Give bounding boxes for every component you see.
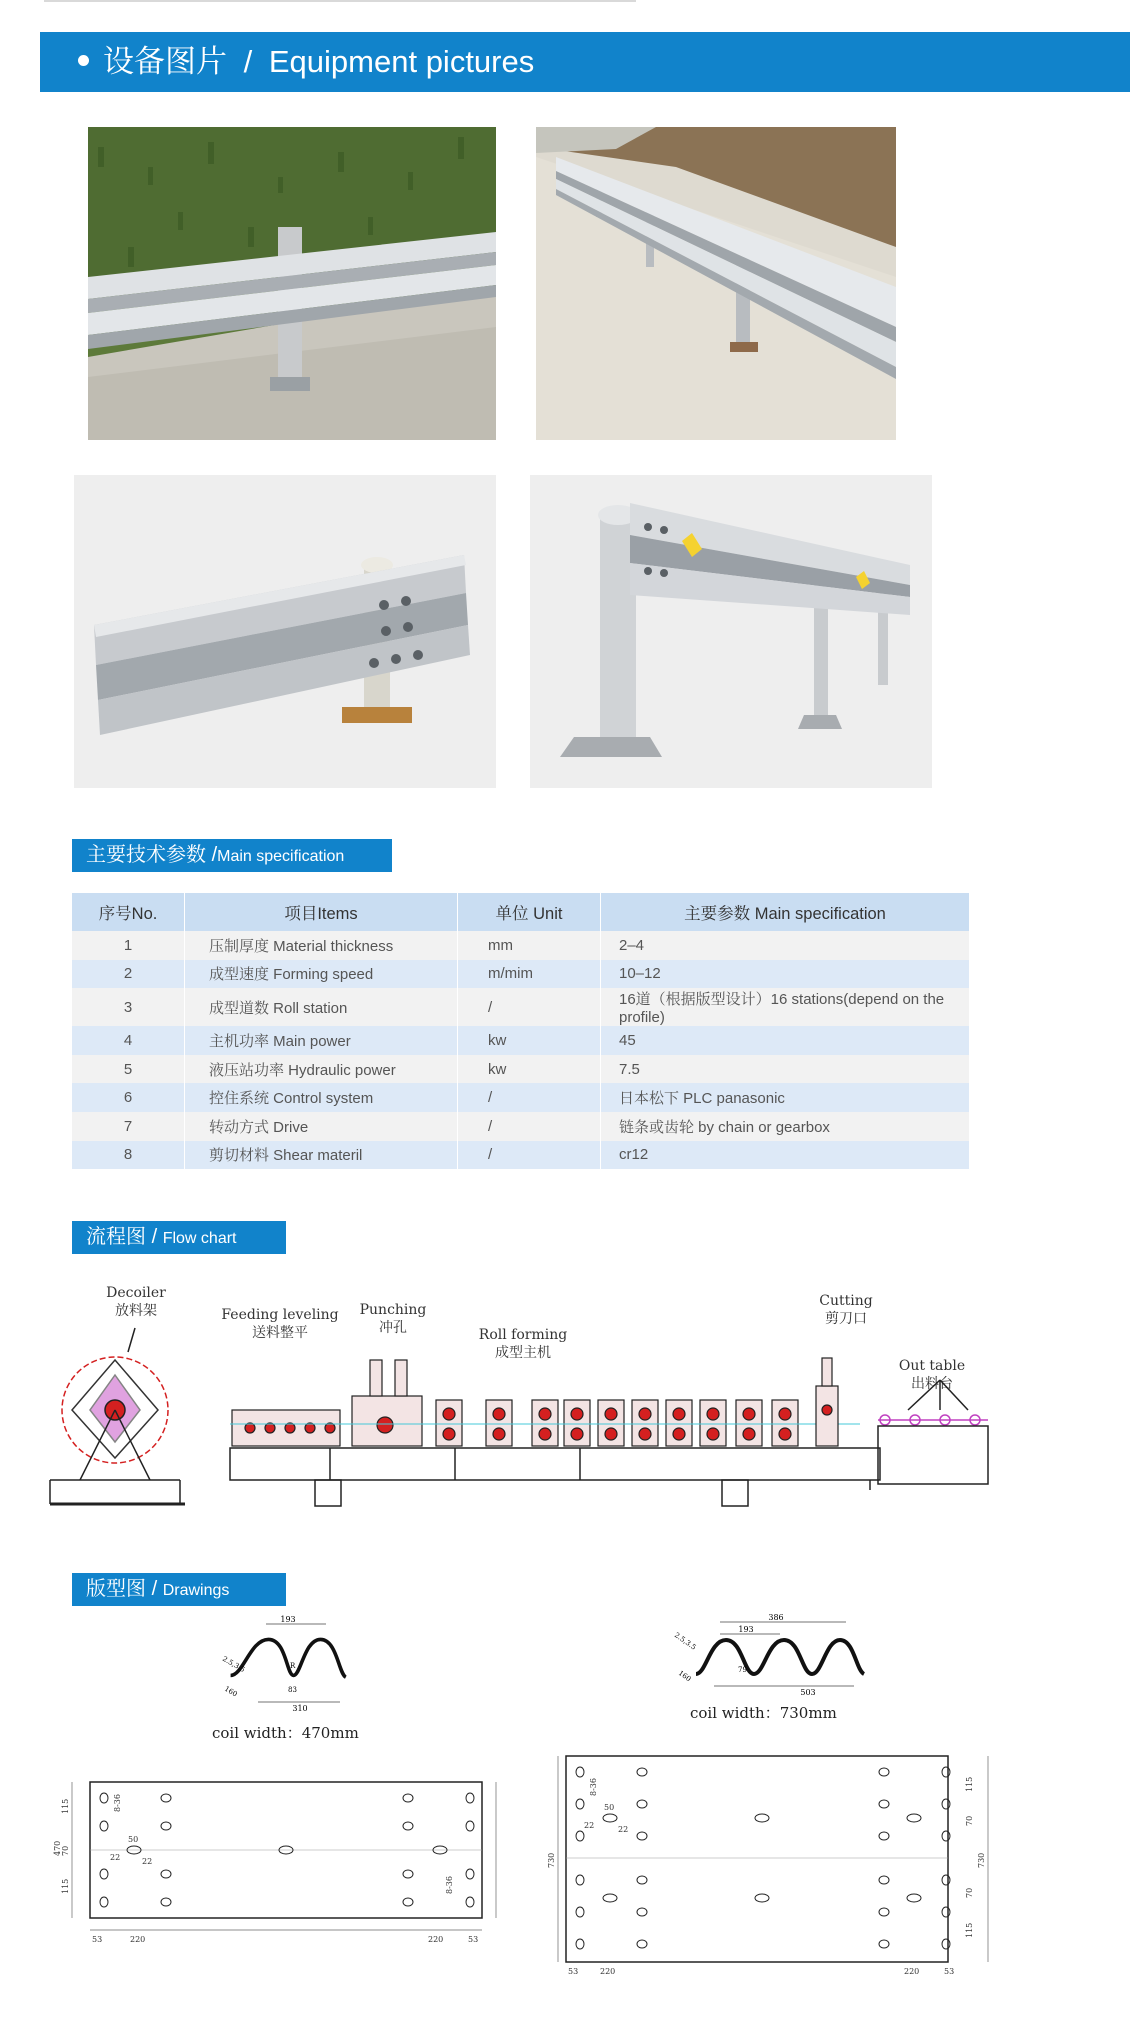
spec-cell-item: 成型速度 Forming speed [185, 960, 458, 989]
flow-title-en: Flow chart [162, 1230, 237, 1247]
rollforming-label-en: Roll forming [478, 1327, 568, 1343]
right-profile-drawing [670, 1612, 870, 1702]
right-plate-slot1: 50 [604, 1803, 615, 1812]
left-plate-w3: 220 [428, 1935, 444, 1944]
spec-header-unit: 单位 Unit [458, 893, 601, 931]
left-dim-side: 2.5,3.5 [221, 1654, 247, 1674]
guardrail-road-photo [536, 127, 896, 440]
right-dim-side: 2.5,3.5 [672, 1631, 698, 1652]
table-row [72, 1083, 970, 1112]
left-plate-slot1: 50 [128, 1835, 139, 1844]
right-plate-total-r: 730 [977, 1852, 986, 1868]
left-plate-total: 470 [53, 1840, 62, 1856]
spec-cell-no: 2 [72, 960, 185, 989]
equipment-section-banner [40, 32, 1130, 92]
top-divider [44, 0, 636, 2]
left-dim-top: 193 [280, 1615, 296, 1624]
spec-cell-unit: kw [458, 1055, 601, 1084]
left-dim-r: R [290, 1662, 296, 1670]
spec-cell-no: 8 [72, 1141, 185, 1170]
cutting-label-en: Cutting [819, 1293, 873, 1309]
spec-title-en: Main specification [217, 848, 345, 865]
punching-label-en: Punching [359, 1302, 427, 1318]
right-dim-total: 386 [768, 1613, 784, 1622]
drawings-title-sep: / [151, 1578, 158, 1600]
right-plate-h4: 115 [965, 1922, 974, 1938]
table-row [72, 960, 970, 989]
table-row [72, 988, 970, 1026]
right-dim-top: 193 [738, 1625, 754, 1634]
right-dim-left: 160 [676, 1669, 693, 1684]
spec-cell-value: 45 [601, 1026, 970, 1055]
left-plate-slot2: 22 [110, 1853, 121, 1862]
feeding-drawing [232, 1410, 340, 1446]
spec-cell-item: 转动方式 Drive [185, 1112, 458, 1141]
right-plate-h2: 70 [965, 1815, 974, 1826]
spec-cell-value: 2–4 [601, 931, 970, 960]
spec-cell-no: 4 [72, 1026, 185, 1055]
right-plate-w2: 220 [600, 1967, 616, 1976]
left-dim-h1: 83 [288, 1686, 297, 1694]
left-profile-drawing [218, 1616, 358, 1712]
rollforming-label-zh: 成型主机 [495, 1345, 551, 1361]
spec-cell-unit: / [458, 1083, 601, 1112]
spec-cell-item: 液压站功率 Hydraulic power [185, 1055, 458, 1084]
spec-cell-no: 6 [72, 1083, 185, 1112]
guardrail-post-render [530, 475, 932, 788]
guardrail-beam-render [74, 475, 496, 788]
left-plate-w2: 220 [130, 1935, 146, 1944]
spec-cell-item: 控住系统 Control system [185, 1083, 458, 1112]
spec-table [72, 893, 970, 1169]
bullet-icon [78, 55, 89, 66]
cutting-label [800, 1292, 892, 1328]
spec-header-main: 主要参数 Main specification [601, 893, 970, 931]
right-plate-w3: 220 [904, 1967, 920, 1976]
line-base-drawing [230, 1448, 880, 1506]
outtable-label-en: Out table [898, 1358, 966, 1374]
drawings-title-zh: 版型图 [86, 1578, 146, 1600]
right-plate-total: 730 [547, 1852, 556, 1868]
spec-cell-unit: / [458, 988, 601, 1026]
table-row [72, 1055, 970, 1084]
outtable-label-zh: 出料台 [911, 1376, 953, 1392]
right-dim-h1: 79 [738, 1666, 747, 1674]
spec-table-header-row [72, 893, 970, 931]
table-row [72, 1112, 970, 1141]
outtable-drawing [878, 1380, 988, 1484]
equipment-title-en: Equipment pictures [268, 44, 535, 79]
punching-drawing [352, 1360, 422, 1446]
left-plate-h3: 115 [61, 1878, 70, 1894]
feeding-label-zh: 送料整平 [252, 1325, 308, 1341]
spec-title-sep: / [211, 844, 218, 866]
spec-cell-value: 16道（根据版型设计）16 stations(depend on the profile) [601, 988, 970, 1026]
spec-cell-item: 成型道数 Roll station [185, 988, 458, 1026]
spec-cell-item: 剪切材料 Shear materil [185, 1141, 458, 1170]
spec-cell-no: 7 [72, 1112, 185, 1141]
flow-chart-drawing [40, 1330, 1000, 1520]
left-plate-slot3: 22 [142, 1857, 153, 1866]
spec-title-zh: 主要技术参数 [86, 844, 206, 866]
right-plate-h1: 115 [965, 1776, 974, 1792]
spec-cell-no: 1 [72, 931, 185, 960]
decoiler-label-zh: 放料架 [115, 1303, 157, 1319]
left-plate-hole2: 8-36 [445, 1876, 454, 1894]
decoiler-label-en: Decoiler [106, 1285, 166, 1301]
left-coil-width: coil width：470mm [212, 1724, 359, 1742]
decoiler-drawing [50, 1328, 185, 1504]
right-plate-drawing [548, 1748, 1004, 1976]
table-row [72, 1026, 970, 1055]
cutting-label-zh: 剪刀口 [825, 1311, 867, 1327]
right-dim-bottom: 503 [800, 1688, 816, 1697]
right-plate-h3: 70 [965, 1887, 974, 1898]
table-row [72, 1141, 970, 1170]
spec-header-no: 序号No. [72, 893, 185, 931]
spec-cell-value: cr12 [601, 1141, 970, 1170]
spec-header-items: 项目Items [185, 893, 458, 931]
spec-cell-unit: / [458, 1112, 601, 1141]
right-plate-slot2: 22 [584, 1821, 595, 1830]
guardrail-field-photo [88, 127, 496, 440]
right-plate-slot3: 22 [618, 1825, 629, 1834]
left-plate-hole: 8-36 [113, 1794, 122, 1812]
feeding-label-en: Feeding leveling [221, 1307, 339, 1323]
left-dim-left: 160 [223, 1684, 239, 1699]
right-plate-w4: 53 [944, 1967, 955, 1976]
right-coil-width: coil width：730mm [690, 1704, 837, 1722]
equipment-title-zh: 设备图片 [103, 44, 227, 79]
spec-cell-unit: m/mim [458, 960, 601, 989]
spec-cell-value: 7.5 [601, 1055, 970, 1084]
spec-cell-no: 3 [72, 988, 185, 1026]
spec-cell-value: 日本松下 PLC panasonic [601, 1083, 970, 1112]
drawings-title-en: Drawings [162, 1582, 230, 1599]
equipment-title-sep: / [243, 44, 253, 79]
spec-cell-no: 5 [72, 1055, 185, 1084]
spec-cell-item: 主机功率 Main power [185, 1026, 458, 1055]
spec-cell-item: 压制厚度 Material thickness [185, 931, 458, 960]
spec-section-header [72, 839, 392, 872]
flow-title-sep: / [151, 1226, 158, 1248]
spec-cell-value: 10–12 [601, 960, 970, 989]
drawings-section-header [72, 1573, 286, 1606]
spec-cell-unit: mm [458, 931, 601, 960]
left-plate-w1: 53 [92, 1935, 103, 1944]
decoiler-label [86, 1284, 186, 1320]
right-plate-hole: 8-36 [589, 1778, 598, 1796]
spec-cell-unit: / [458, 1141, 601, 1170]
left-plate-h2: 70 [61, 1845, 70, 1856]
right-plate-w1: 53 [568, 1967, 579, 1976]
punching-label-zh: 冲孔 [379, 1320, 407, 1336]
table-row [72, 931, 970, 960]
left-plate-drawing [50, 1774, 520, 1946]
left-plate-h1: 115 [61, 1798, 70, 1814]
spec-cell-unit: kw [458, 1026, 601, 1055]
left-plate-w4: 53 [468, 1935, 479, 1944]
spec-cell-value: 链条或齿轮 by chain or gearbox [601, 1112, 970, 1141]
left-dim-bottom: 310 [292, 1704, 308, 1713]
cutting-drawing [816, 1358, 838, 1446]
flow-section-header [72, 1221, 286, 1254]
flow-title-zh: 流程图 [86, 1226, 146, 1248]
